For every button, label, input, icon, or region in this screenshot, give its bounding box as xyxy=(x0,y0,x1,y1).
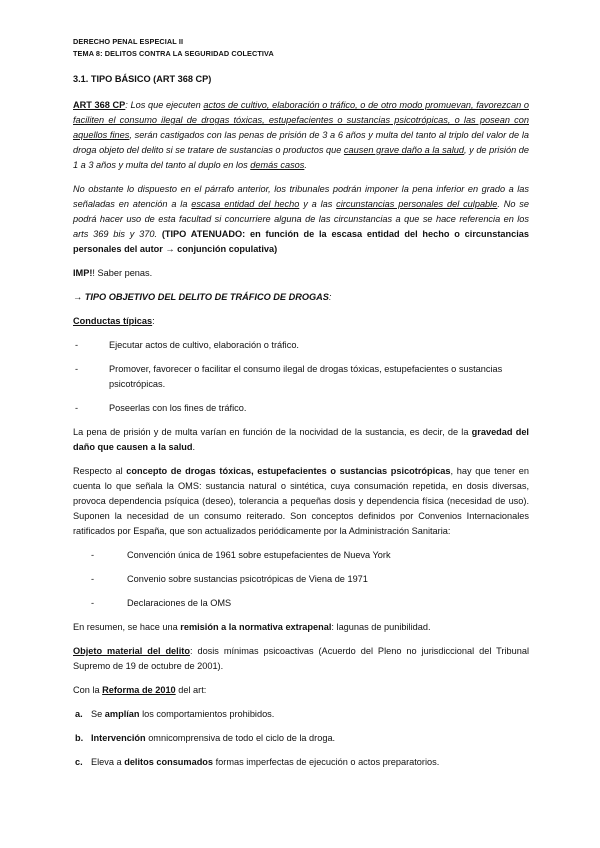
paragraph-text: La pena de prisión y de multa varían en función de la nocividad de la sustancia, es decir, de la xyxy=(73,427,472,437)
list-item xyxy=(73,338,529,353)
article-text: , serán castigados con las penas de prisión de 3 a 6 años y multa del tanto al triplo del valor de la droga objeto del delito si se tratare de sustancias o productos que xyxy=(73,130,529,155)
bullet-mark: - xyxy=(75,403,79,413)
underlined-text: escasa entidad del hecho xyxy=(191,199,300,209)
course-title: DERECHO PENAL ESPECIAL II xyxy=(73,37,184,46)
pena-paragraph xyxy=(73,425,529,455)
heading-colon: : xyxy=(328,292,332,302)
objeto-material-paragraph xyxy=(73,644,529,674)
bold-text: gravedad del daño que causen a la salud xyxy=(73,427,529,452)
item-text: Eleva a xyxy=(91,757,125,767)
list-item xyxy=(73,731,529,746)
document-body xyxy=(73,72,529,770)
bullet-mark: - xyxy=(91,598,95,608)
reforma-list xyxy=(73,707,529,770)
item-text: formas imperfectas de ejecución o actos preparatorios. xyxy=(213,757,440,767)
document-header xyxy=(73,36,274,60)
list-item xyxy=(73,707,529,722)
item-text: omnicomprensiva de todo el ciclo de la droga. xyxy=(145,733,336,743)
article-label: ART 368 CP xyxy=(73,100,126,110)
bullet-mark: - xyxy=(91,550,95,560)
paragraph-text: Con la xyxy=(73,685,103,695)
bullet-mark: - xyxy=(75,364,79,374)
imp-text: ! Saber penas. xyxy=(92,268,153,278)
item-bold-text: Intervención xyxy=(91,733,146,743)
tipo-atenuado-paragraph xyxy=(73,182,529,257)
article-underlined-text: demás casos xyxy=(250,160,305,170)
topic-title: TEMA 8: DELITOS CONTRA LA SEGURIDAD COLECTIVA xyxy=(73,49,274,58)
paragraph-text: del art: xyxy=(175,685,207,695)
paragraph-text: Respecto al xyxy=(73,466,127,476)
heading-text: → TIPO OBJETIVO DEL DELITO DE TRÁFICO DE DROGAS xyxy=(73,292,329,302)
paragraph-text: . No se podrá hacer uso de esta facultad si concurriere alguna de las circunstancias a que se hace referencia en los arts 369 bis y 370. xyxy=(73,199,529,239)
item-text: los comportamientos prohibidos. xyxy=(139,709,275,719)
conductas-list xyxy=(73,338,529,416)
underlined-text: circunstancias personales del culpable xyxy=(336,199,498,209)
list-item xyxy=(73,548,529,563)
conductas-heading xyxy=(73,314,529,329)
resumen-paragraph xyxy=(73,620,529,635)
tipo-atenuado-note: (TIPO ATENUADO: en función de la escasa entidad del hecho o circunstancias personales del autor → conjunción copulativa) xyxy=(73,229,529,254)
paragraph-text: En resumen, se hace una xyxy=(73,622,181,632)
bullet-mark: - xyxy=(91,574,95,584)
article-underlined-text: causen grave daño a la salud xyxy=(343,145,465,155)
conductas-colon: : xyxy=(152,316,155,326)
list-item-text: Poseerlas con los fines de tráfico. xyxy=(109,403,247,413)
paragraph-text: , hay que tener en cuenta lo que señala la OMS: sustancia natural o sintética, cuya consumación repetida, en dosis diversas, provoca dependencia psíquica (deseo), tolerancia a pequeñas dosis y dependencia física (necesidad de uso). Suponen la necesidad de un consumo reiterado. Son conceptos definidos por Convenios Internacionales ratificados por España, que son actualizados periódicamente por la Administración Sanitaria: xyxy=(73,466,530,536)
list-item-text: Convención única de 1961 sobre estupefacientes de Nueva York xyxy=(127,550,391,560)
list-item-text: Ejecutar actos de cultivo, elaboración o tráfico. xyxy=(109,340,299,350)
list-item-text xyxy=(91,755,529,770)
bold-text: concepto de drogas tóxicas, estupefacientes o sustancias psicotrópicas xyxy=(126,466,451,476)
list-item xyxy=(73,755,529,770)
item-bold-text: amplían xyxy=(104,709,140,719)
article-text: : Los que ejecuten xyxy=(125,100,204,110)
paragraph-text: . xyxy=(192,442,196,452)
item-marker: b. xyxy=(75,733,84,743)
list-item xyxy=(73,362,529,392)
reforma-paragraph xyxy=(73,683,529,698)
tipo-objetivo-heading xyxy=(73,290,529,305)
reforma-label: Reforma de 2010 xyxy=(102,685,176,695)
article-text: . xyxy=(304,160,307,170)
list-item-text: Promover, favorecer o facilitar el consumo ilegal de drogas tóxicas, estupefacientes o sustancias psicotrópicas. xyxy=(109,364,503,389)
article-underlined-text: actos de cultivo, elaboración o tráfico, o de otro modo promuevan, favorezcan o faciliten el consumo ilegal de drogas tóxicas, estupefacientes o sustancias psicotrópicas, o las posean con aquellos fines xyxy=(73,100,529,140)
item-marker: c. xyxy=(75,757,83,767)
article-368-paragraph xyxy=(73,98,529,173)
list-item xyxy=(73,401,529,416)
conductas-label: Conductas típicas xyxy=(73,316,153,326)
convenios-list xyxy=(73,548,529,611)
bullet-mark: - xyxy=(75,340,79,350)
list-item-text: Declaraciones de la OMS xyxy=(127,598,232,608)
item-bold-text: delitos consumados xyxy=(124,757,214,767)
paragraph-text: No obstante lo dispuesto en el párrafo anterior, los tribunales podrán imponer la pena inferior en grado a las señaladas en atención a la xyxy=(73,184,529,209)
list-item xyxy=(73,572,529,587)
concepto-paragraph xyxy=(73,464,529,539)
list-item xyxy=(73,596,529,611)
paragraph-text: : dosis mínimas psicoactivas (Acuerdo del Pleno no jurisdiccional del Tribunal Supremo de 19 de octubre de 2001). xyxy=(73,646,529,671)
paragraph-text: y a las xyxy=(299,199,337,209)
paragraph-text: : lagunas de punibilidad. xyxy=(331,622,431,632)
item-text: Se xyxy=(91,709,105,719)
list-item-text xyxy=(91,731,529,746)
list-item-text: Convenio sobre sustancias psicotrópicas de Viena de 1971 xyxy=(127,574,368,584)
article-text: , y de prisión de 1 a 3 años y multa del tanto al duplo en los xyxy=(73,145,529,170)
imp-label: IMP! xyxy=(73,268,93,278)
section-title: 3.1. TIPO BÁSICO (ART 368 CP) xyxy=(73,74,212,84)
imp-note xyxy=(73,266,529,281)
objeto-label: Objeto material del delito xyxy=(73,646,190,656)
bold-text: remisión a la normativa extrapenal xyxy=(180,622,332,632)
list-item-text xyxy=(91,707,529,722)
item-marker: a. xyxy=(75,709,83,719)
